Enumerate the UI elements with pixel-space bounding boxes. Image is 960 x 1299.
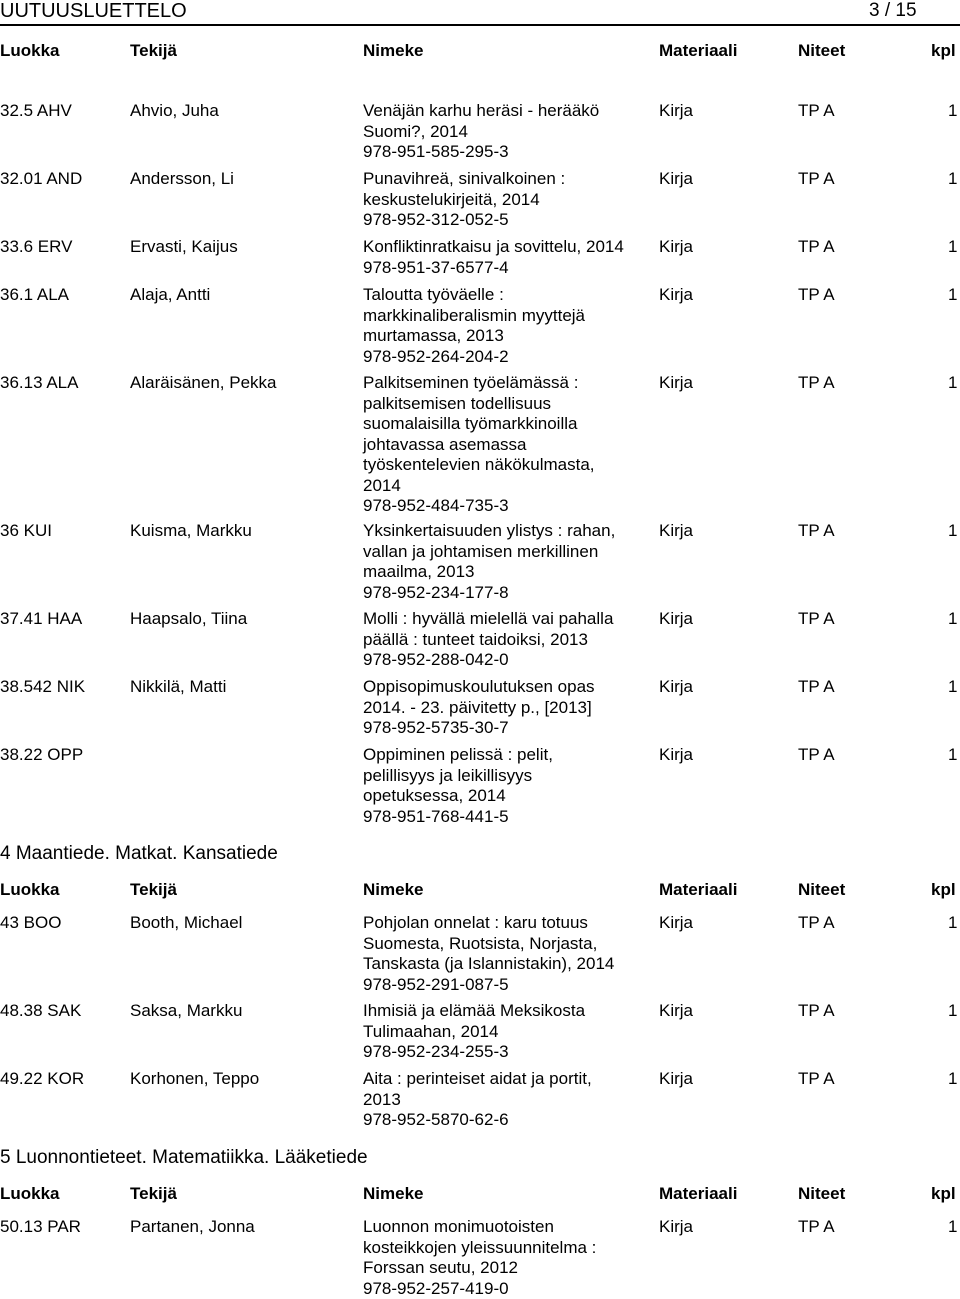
row-kpl: 1 <box>948 745 957 766</box>
nimeke-line: kosteikkojen yleissuunnitelma : <box>363 1238 653 1259</box>
row-kpl: 1 <box>948 609 957 630</box>
row-nimeke <box>363 521 653 603</box>
nimeke-line: Molli : hyvällä mielellä vai pahalla <box>363 609 653 630</box>
row-luokka: 36.13 ALA <box>0 373 78 394</box>
nimeke-line: työskentelevien näkökulmasta, <box>363 455 653 476</box>
row-materiaali: Kirja <box>659 373 693 394</box>
column-header-tekija: Tekijä <box>130 879 177 901</box>
nimeke-line: 978-952-312-052-5 <box>363 210 653 231</box>
row-niteet: TP A <box>798 1069 835 1090</box>
row-luokka: 36.1 ALA <box>0 285 69 306</box>
nimeke-line: suomalaisilla työmarkkinoilla <box>363 414 653 435</box>
row-nimeke <box>363 101 653 163</box>
nimeke-line: 978-952-291-087-5 <box>363 975 653 996</box>
row-tekija: Haapsalo, Tiina <box>130 609 247 630</box>
row-nimeke <box>363 237 653 278</box>
nimeke-line: 978-952-5735-30-7 <box>363 718 653 739</box>
row-kpl: 1 <box>948 521 957 542</box>
nimeke-line: murtamassa, 2013 <box>363 326 653 347</box>
row-materiaali: Kirja <box>659 913 693 934</box>
row-niteet: TP A <box>798 373 835 394</box>
nimeke-line: Suomesta, Ruotsista, Norjasta, <box>363 934 653 955</box>
nimeke-line: Ihmisiä ja elämää Meksikosta <box>363 1001 653 1022</box>
nimeke-line: Tanskasta (ja Islannistakin), 2014 <box>363 954 653 975</box>
nimeke-line: 978-951-585-295-3 <box>363 142 653 163</box>
column-header-kpl: kpl <box>931 879 956 901</box>
nimeke-line: Suomi?, 2014 <box>363 122 653 143</box>
row-materiaali: Kirja <box>659 521 693 542</box>
row-materiaali: Kirja <box>659 677 693 698</box>
column-header-niteet: Niteet <box>798 879 845 901</box>
section-title: 4 Maantiede. Matkat. Kansatiede <box>0 843 278 865</box>
nimeke-line: 2014 <box>363 476 653 497</box>
row-luokka: 33.6 ERV <box>0 237 72 258</box>
row-nimeke <box>363 609 653 671</box>
column-header-tekija: Tekijä <box>130 1183 177 1205</box>
column-header-kpl: kpl <box>931 40 956 62</box>
row-tekija: Booth, Michael <box>130 913 242 934</box>
nimeke-line: Punavihreä, sinivalkoinen : <box>363 169 653 190</box>
row-nimeke <box>363 373 653 517</box>
column-header-kpl: kpl <box>931 1183 956 1205</box>
nimeke-line: Yksinkertaisuuden ylistys : rahan, <box>363 521 653 542</box>
row-materiaali: Kirja <box>659 101 693 122</box>
nimeke-line: päällä : tunteet taidoiksi, 2013 <box>363 630 653 651</box>
nimeke-line: vallan ja johtamisen merkillinen <box>363 542 653 563</box>
row-nimeke <box>363 285 653 367</box>
row-tekija: Ervasti, Kaijus <box>130 237 238 258</box>
table-header <box>0 40 960 62</box>
table-header <box>0 879 960 901</box>
row-niteet: TP A <box>798 285 835 306</box>
row-tekija: Alaja, Antti <box>130 285 210 306</box>
row-tekija: Nikkilä, Matti <box>130 677 226 698</box>
row-luokka: 38.22 OPP <box>0 745 83 766</box>
row-nimeke <box>363 1069 653 1131</box>
row-tekija: Alaräisänen, Pekka <box>130 373 276 394</box>
row-kpl: 1 <box>948 913 957 934</box>
nimeke-line: Forssan seutu, 2012 <box>363 1258 653 1279</box>
row-niteet: TP A <box>798 521 835 542</box>
page-title: UUTUUSLUETTELO <box>0 0 187 22</box>
nimeke-line: 2014. - 23. päivitetty p., [2013] <box>363 698 653 719</box>
row-materiaali: Kirja <box>659 285 693 306</box>
nimeke-line: Luonnon monimuotoisten <box>363 1217 653 1238</box>
nimeke-line: opetuksessa, 2014 <box>363 786 653 807</box>
row-materiaali: Kirja <box>659 1217 693 1238</box>
row-tekija: Partanen, Jonna <box>130 1217 255 1238</box>
row-niteet: TP A <box>798 169 835 190</box>
row-kpl: 1 <box>948 677 957 698</box>
row-nimeke <box>363 1217 653 1299</box>
row-kpl: 1 <box>948 1069 957 1090</box>
row-kpl: 1 <box>948 101 957 122</box>
row-luokka: 49.22 KOR <box>0 1069 84 1090</box>
row-materiaali: Kirja <box>659 745 693 766</box>
column-header-tekija: Tekijä <box>130 40 177 62</box>
page-number: 3 / 15 <box>869 0 917 22</box>
nimeke-line: 978-952-288-042-0 <box>363 650 653 671</box>
nimeke-line: markkinaliberalismin myyttejä <box>363 306 653 327</box>
row-kpl: 1 <box>948 1001 957 1022</box>
column-header-materiaali: Materiaali <box>659 879 737 901</box>
nimeke-line: 978-952-484-735-3 <box>363 496 653 517</box>
row-kpl: 1 <box>948 169 957 190</box>
row-luokka: 36 KUI <box>0 521 52 542</box>
nimeke-line: 978-951-37-6577-4 <box>363 258 653 279</box>
column-header-nimeke: Nimeke <box>363 1183 423 1205</box>
nimeke-line: 978-952-257-419-0 <box>363 1279 653 1299</box>
row-niteet: TP A <box>798 677 835 698</box>
column-header-materiaali: Materiaali <box>659 1183 737 1205</box>
title-divider <box>0 24 960 26</box>
row-tekija: Ahvio, Juha <box>130 101 219 122</box>
row-niteet: TP A <box>798 745 835 766</box>
row-kpl: 1 <box>948 237 957 258</box>
nimeke-line: Aita : perinteiset aidat ja portit, <box>363 1069 653 1090</box>
row-niteet: TP A <box>798 609 835 630</box>
nimeke-line: 978-952-234-255-3 <box>363 1042 653 1063</box>
row-luokka: 43 BOO <box>0 913 61 934</box>
row-tekija: Saksa, Markku <box>130 1001 242 1022</box>
row-niteet: TP A <box>798 1001 835 1022</box>
row-luokka: 50.13 PAR <box>0 1217 81 1238</box>
nimeke-line: Taloutta työväelle : <box>363 285 653 306</box>
nimeke-line: Tulimaahan, 2014 <box>363 1022 653 1043</box>
column-header-niteet: Niteet <box>798 1183 845 1205</box>
row-materiaali: Kirja <box>659 237 693 258</box>
row-niteet: TP A <box>798 1217 835 1238</box>
nimeke-line: keskustelukirjeitä, 2014 <box>363 190 653 211</box>
row-kpl: 1 <box>948 373 957 394</box>
row-nimeke <box>363 677 653 739</box>
nimeke-line: palkitsemisen todellisuus <box>363 394 653 415</box>
row-niteet: TP A <box>798 237 835 258</box>
row-nimeke <box>363 169 653 231</box>
nimeke-line: johtavassa asemassa <box>363 435 653 456</box>
nimeke-line: 978-952-264-204-2 <box>363 347 653 368</box>
nimeke-line: pelillisyys ja leikillisyys <box>363 766 653 787</box>
row-tekija: Kuisma, Markku <box>130 521 252 542</box>
row-nimeke <box>363 913 653 995</box>
row-materiaali: Kirja <box>659 1001 693 1022</box>
column-header-luokka: Luokka <box>0 879 60 901</box>
nimeke-line: 978-952-5870-62-6 <box>363 1110 653 1131</box>
row-luokka: 48.38 SAK <box>0 1001 81 1022</box>
row-materiaali: Kirja <box>659 609 693 630</box>
nimeke-line: maailma, 2013 <box>363 562 653 583</box>
nimeke-line: Pohjolan onnelat : karu totuus <box>363 913 653 934</box>
row-luokka: 32.01 AND <box>0 169 82 190</box>
row-niteet: TP A <box>798 101 835 122</box>
nimeke-line: Venäjän karhu heräsi - herääkö <box>363 101 653 122</box>
column-header-materiaali: Materiaali <box>659 40 737 62</box>
nimeke-line: 978-951-768-441-5 <box>363 807 653 828</box>
row-luokka: 32.5 AHV <box>0 101 72 122</box>
nimeke-line: Palkitseminen työelämässä : <box>363 373 653 394</box>
nimeke-line: Konfliktinratkaisu ja sovittelu, 2014 <box>363 237 653 258</box>
row-tekija: Andersson, Li <box>130 169 234 190</box>
row-kpl: 1 <box>948 285 957 306</box>
column-header-nimeke: Nimeke <box>363 879 423 901</box>
row-nimeke <box>363 1001 653 1063</box>
table-header <box>0 1183 960 1205</box>
row-luokka: 37.41 HAA <box>0 609 82 630</box>
row-niteet: TP A <box>798 913 835 934</box>
nimeke-line: Oppiminen pelissä : pelit, <box>363 745 653 766</box>
row-tekija: Korhonen, Teppo <box>130 1069 259 1090</box>
column-header-luokka: Luokka <box>0 40 60 62</box>
section-title: 5 Luonnontieteet. Matematiikka. Lääketiede <box>0 1147 368 1169</box>
row-materiaali: Kirja <box>659 169 693 190</box>
column-header-niteet: Niteet <box>798 40 845 62</box>
row-materiaali: Kirja <box>659 1069 693 1090</box>
column-header-luokka: Luokka <box>0 1183 60 1205</box>
row-luokka: 38.542 NIK <box>0 677 85 698</box>
row-nimeke <box>363 745 653 827</box>
column-header-nimeke: Nimeke <box>363 40 423 62</box>
nimeke-line: 978-952-234-177-8 <box>363 583 653 604</box>
row-kpl: 1 <box>948 1217 957 1238</box>
nimeke-line: 2013 <box>363 1090 653 1111</box>
nimeke-line: Oppisopimuskoulutuksen opas <box>363 677 653 698</box>
